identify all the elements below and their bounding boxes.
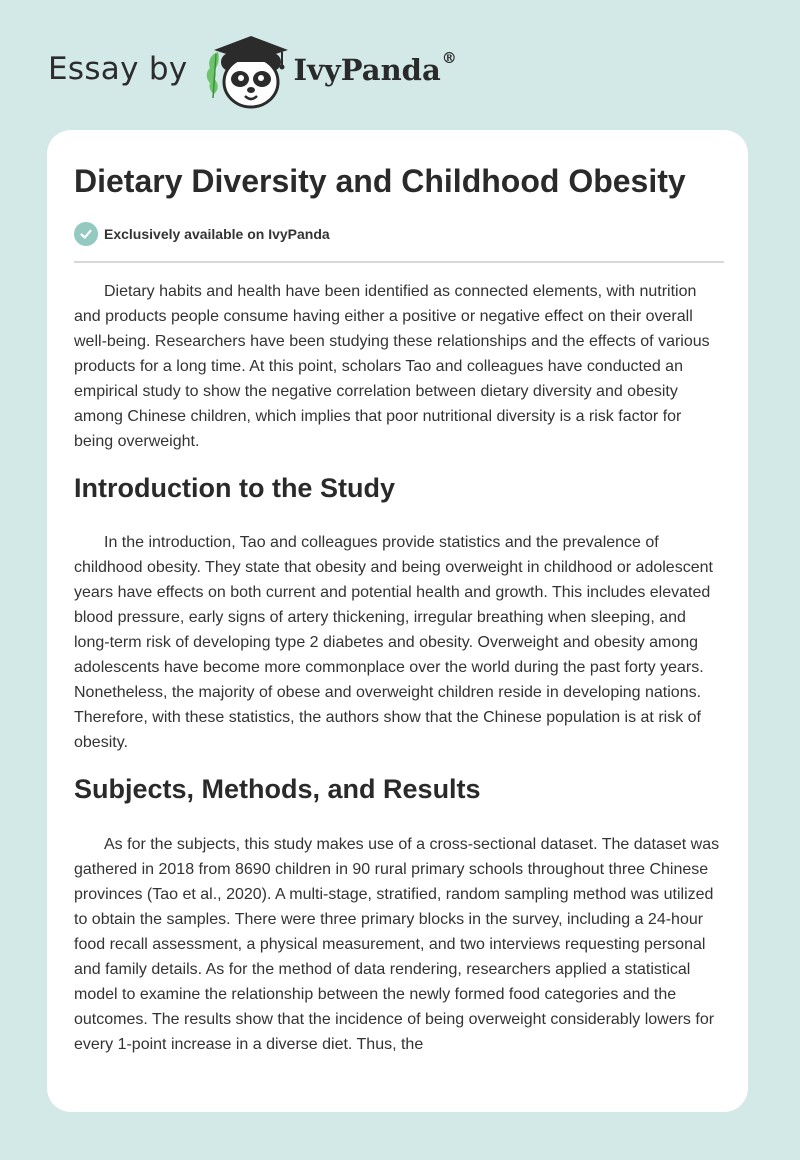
article-title: Dietary Diversity and Childhood Obesity xyxy=(74,163,686,199)
brand-name-text: IvyPanda xyxy=(293,53,441,87)
title-divider xyxy=(74,261,724,263)
exclusive-badge-label: Exclusively available on IvyPanda xyxy=(104,226,330,242)
section-paragraph-introduction: In the introduction, Tao and colleagues provide statistics and the prevalence of childhood obesity. They state that obesity and being overweight in childhood or adolescent years have effects on both current and potential health and growth. This includes elevated blood pressure, early signs of artery thickening, irregular breathing when sleeping, and long-term risk of developing type 2 diabetes and obesity. Overweight and obesity among adolescents have become more commonplace over the world during the past forty years. Nonetheless, the majority of obese and overweight children reside in developing nations. Therefore, with these statistics, the authors show that the Chinese population is at risk of obesity. xyxy=(74,534,713,751)
panda-logo-icon xyxy=(202,32,292,112)
exclusive-badge xyxy=(74,222,330,246)
checkmark-icon xyxy=(74,222,98,246)
section-paragraph-subjects: As for the subjects, this study makes use of a cross-sectional dataset. The dataset was gathered in 2018 from 8690 children in 90 rural primary schools throughout three Chinese provinces (Tao et al., 2020). A multi-stage, stratified, random sampling method was utilized to obtain the samples. There were three primary blocks in the survey, including a 24-hour food recall assessment, a physical measurement, and two interviews requesting personal and family details. As for the method of data rendering, researchers applied a statistical model to examine the relationship between the newly formed food categories and the outcomes. The results show that the incidence of being overweight considerably lowers for every 1-point increase in a diverse diet. Thus, the xyxy=(74,836,720,1053)
brand-header[interactable] xyxy=(48,32,457,112)
section-heading-introduction: Introduction to the Study xyxy=(74,473,395,503)
section-heading-subjects: Subjects, Methods, and Results xyxy=(74,774,481,804)
essay-by-label: Essay by xyxy=(48,51,188,87)
brand-name xyxy=(293,49,457,87)
leaf-icon xyxy=(206,52,218,98)
registered-mark: ® xyxy=(441,49,457,67)
intro-paragraph: Dietary habits and health have been identified as connected elements, with nutrition and products people consume having either a positive or negative effect on their overall well-being. Researchers have been studying these relationships and the effects of various products for a long time. At this point, scholars Tao and colleagues have conducted an empirical study to show the negative correlation between dietary diversity and obesity among Chinese children, which implies that poor nutritional diversity is a risk factor for being overweight. xyxy=(74,283,710,450)
article-card xyxy=(47,130,748,1112)
